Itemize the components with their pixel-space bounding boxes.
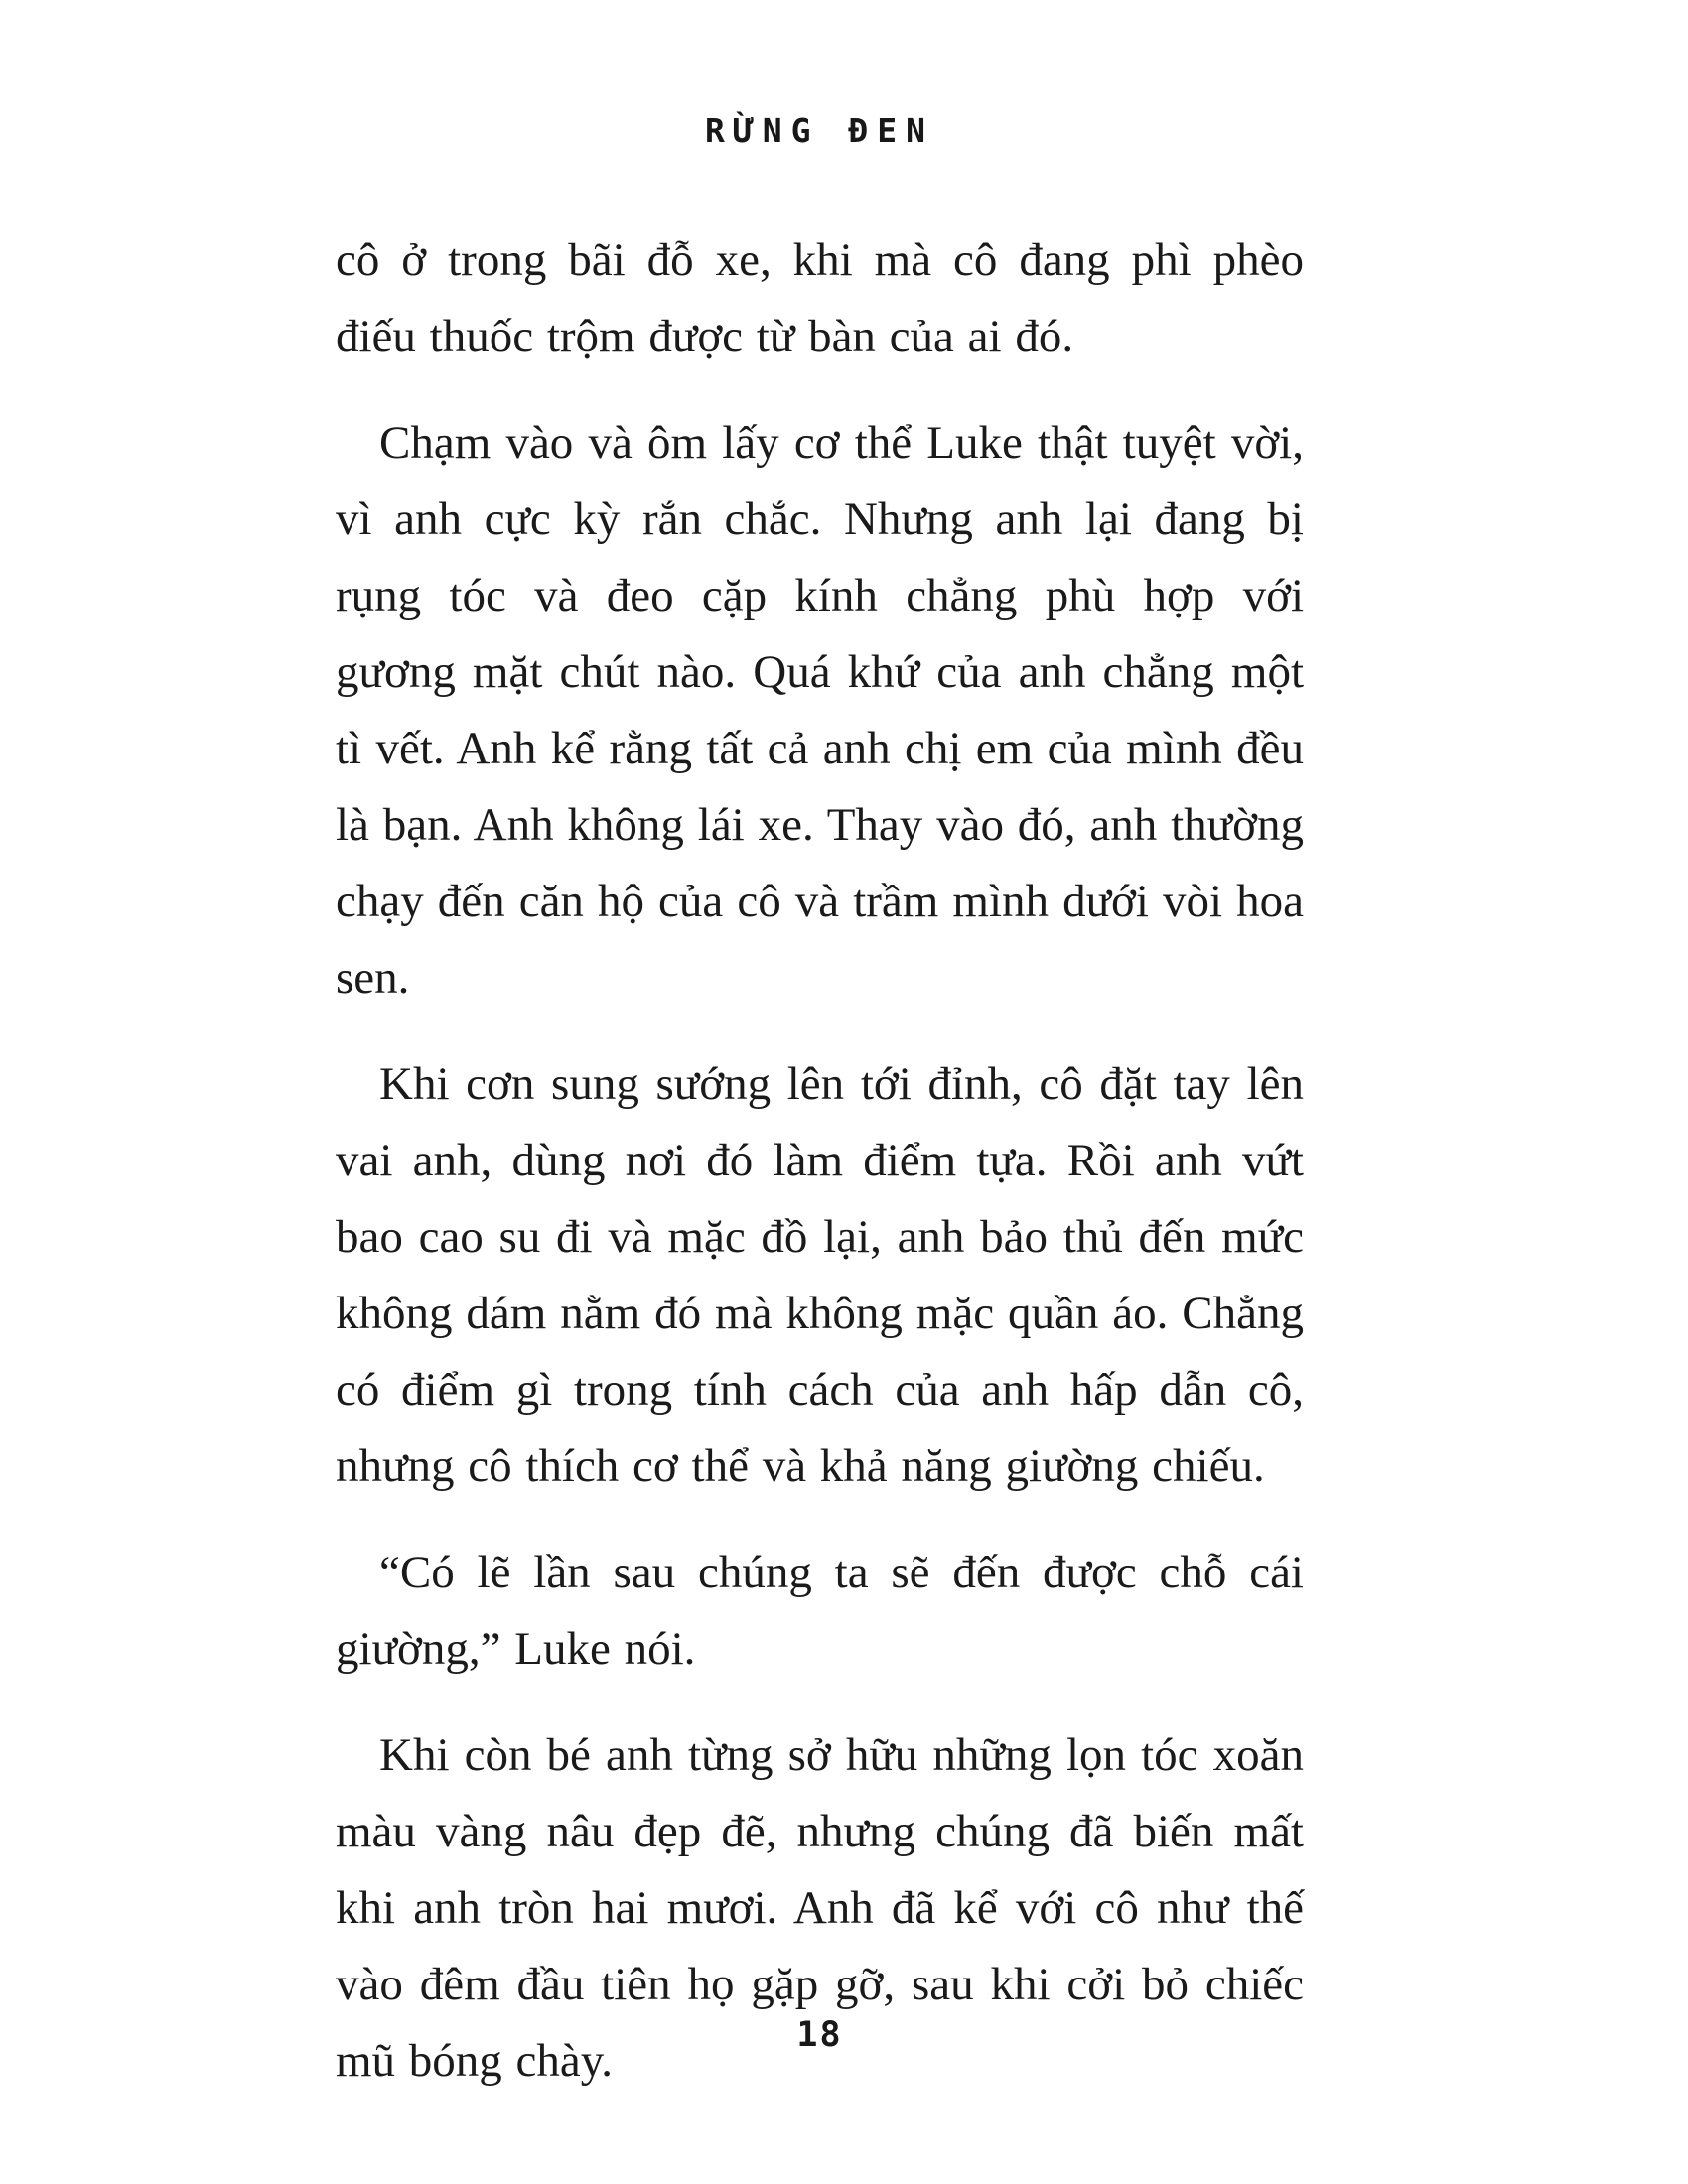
paragraph: Khi cơn sung sướng lên tới đỉnh, cô đặt tay lên vai anh, dùng nơi đó làm điểm tựa. Rồi anh vứt bao cao su đi và mặc đồ lại, anh bảo thủ đến mức không dám nằm đó mà không mặc quần áo. Chẳng có điểm gì trong tính cách của anh hấp dẫn cô, nhưng cô thích cơ thể và khả năng giường chiếu. [336,1058,1304,1492]
page-number: 18 [796,2015,843,2055]
paragraph: Khi còn bé anh từng sở hữu những lọn tóc xoăn màu vàng nâu đẹp đẽ, nhưng chúng đã biến mất khi anh tròn hai mươi. Anh đã kể với cô như thế vào đêm đầu tiên họ gặp gỡ, sau khi cởi bỏ chiếc mũ bóng chày. [336,1729,1304,2087]
running-header: RỪNG ĐEN [705,111,934,150]
paragraph: Chạm vào và ôm lấy cơ thể Luke thật tuyệt vời, vì anh cực kỳ rắn chắc. Nhưng anh lại đang bị rụng tóc và đeo cặp kính chẳng phù hợp với gương mặt chút nào. Quá khứ của anh chẳng một tì vết. Anh kể rằng tất cả anh chị em của mình đều là bạn. Anh không lái xe. Thay vào đó, anh thường chạy đến căn hộ của cô và trầm mình dưới vòi hoa sen. [336,417,1304,1004]
paragraph: cô ở trong bãi đỗ xe, khi mà cô đang phì phèo điếu thuốc trộm được từ bàn của ai đó. [336,234,1304,362]
paragraph-dialogue: “Có lẽ lần sau chúng ta sẽ đến được chỗ cái giường,” Luke nói. [336,1547,1304,1675]
page-body-text [336,222,1304,2129]
